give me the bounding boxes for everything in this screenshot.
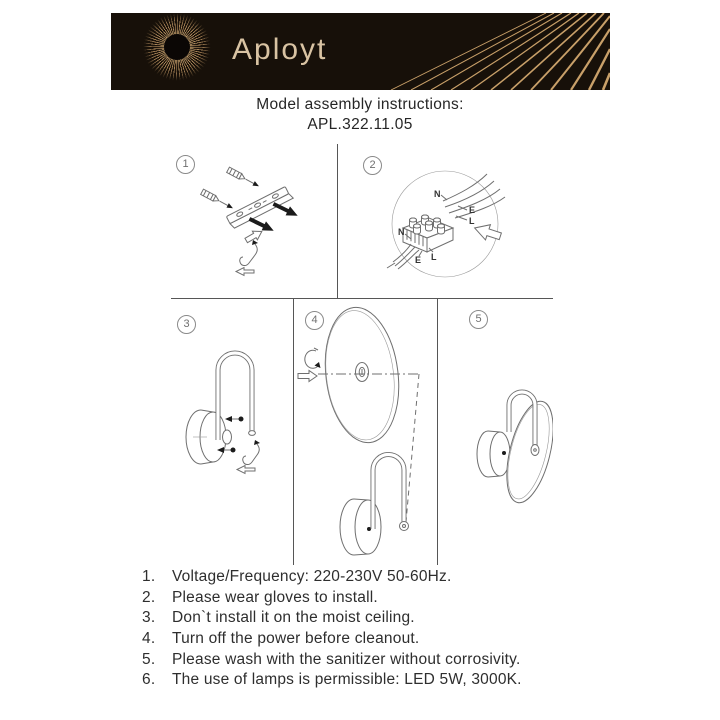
- step-2-badge: 2: [363, 156, 382, 175]
- wall-anchor: [227, 167, 261, 189]
- brand-wordmark: Aployt: [232, 33, 328, 66]
- note-text: Please wear gloves to install.: [172, 588, 378, 606]
- step-1-badge: 1: [176, 155, 195, 174]
- screw-with-arrow: [225, 416, 244, 422]
- step-1-bracket-illustration: [170, 144, 337, 298]
- wire-label-e: E: [415, 255, 422, 265]
- wall-base-drum: [477, 431, 510, 477]
- guide-line: [406, 374, 419, 522]
- step-3-arm-mount-illustration: [171, 298, 293, 565]
- shade-hub: [531, 445, 539, 456]
- step-5-badge: 5: [469, 310, 488, 329]
- note-number: 5.: [142, 650, 156, 668]
- note-text: Please wash with the sanitizer without corrosivity.: [172, 650, 521, 668]
- rays-decoration-icon: [111, 13, 610, 90]
- note-item: [142, 567, 522, 588]
- step-2-wiring-illustration: [337, 144, 553, 298]
- wall-base-drum: [186, 410, 232, 464]
- wire-label-l: L: [431, 252, 437, 262]
- wiring-detail-circle: [392, 171, 498, 277]
- terminal-screws: [410, 215, 445, 234]
- note-number: 6.: [142, 671, 156, 689]
- page-title: Model assembly instructions:: [256, 96, 464, 113]
- step-4-badge: 4: [305, 311, 324, 330]
- model-number: APL.322.11.05: [307, 116, 413, 133]
- note-number: 1.: [142, 568, 156, 585]
- wire-label-l: L: [469, 216, 475, 226]
- note-item: [142, 650, 522, 671]
- wire-label-n: N: [398, 227, 405, 237]
- note-number: 2.: [142, 588, 156, 606]
- step-4-shade-attach-illustration: [294, 298, 437, 565]
- allen-key: [237, 440, 260, 474]
- brand-banner: [111, 13, 610, 90]
- note-text: Voltage/Frequency: 220-230V 50-60Hz.: [172, 568, 452, 585]
- note-text: Turn off the power before cleanout.: [172, 630, 420, 648]
- note-number: 4.: [142, 630, 156, 648]
- push-arrow-icon: [298, 371, 317, 382]
- note-number: 3.: [142, 609, 156, 627]
- step-5-assembled-lamp-illustration: [438, 298, 553, 565]
- wire-label-e: E: [469, 205, 476, 215]
- safety-notes-list: [142, 567, 522, 691]
- wire-label-n: N: [434, 189, 441, 199]
- rotate-arrow-icon: [305, 348, 321, 368]
- shade-hub: [356, 363, 369, 382]
- step-3-badge: 3: [177, 315, 196, 334]
- note-item: [142, 670, 522, 691]
- allen-key: [236, 240, 258, 276]
- terminal-block: [403, 215, 453, 252]
- note-text: Don`t install it on the moist ceiling.: [172, 609, 415, 627]
- note-item: [142, 608, 522, 629]
- note-item: [142, 588, 522, 609]
- wall-anchor: [201, 189, 235, 211]
- note-item: [142, 629, 522, 650]
- note-text: The use of lamps is permissible: LED 5W, 3000K.: [172, 671, 522, 689]
